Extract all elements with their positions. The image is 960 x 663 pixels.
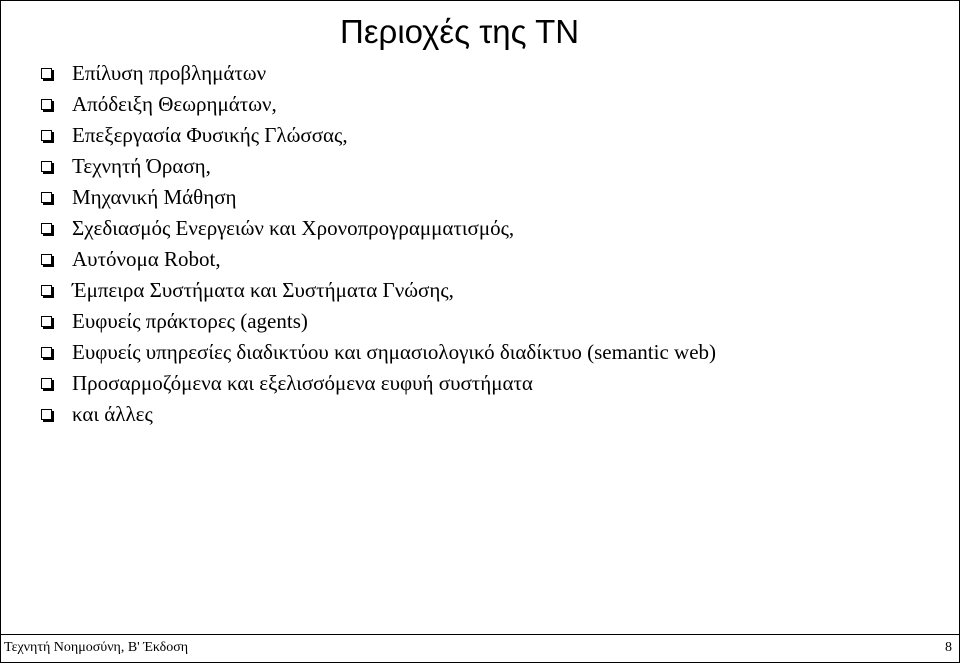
list-item-text: Έμπειρα Συστήματα και Συστήματα Γνώσης, [72, 277, 454, 302]
list-item-text: Προσαρμοζόμενα και εξελισσόμενα ευφυή συστήματα [72, 370, 533, 395]
list-item-text: Αυτόνομα Robot, [72, 246, 221, 271]
list-item-text: Επεξεργασία Φυσικής Γλώσσας, [72, 122, 348, 147]
list-item [40, 119, 716, 150]
checkbox-bullet-icon [41, 378, 52, 389]
list-item [40, 88, 716, 119]
slide-title: Περιοχές της ΤΝ [340, 13, 580, 50]
list-item [40, 274, 716, 305]
checkbox-bullet-icon [41, 161, 52, 172]
list-item [40, 57, 716, 88]
checkbox-bullet-icon [41, 254, 52, 265]
list-item [40, 150, 716, 181]
list-item [40, 212, 716, 243]
checkbox-bullet-icon [41, 316, 52, 327]
list-item-text: Σχεδιασμός Ενεργειών και Χρονοπρογραμματισμός, [72, 215, 515, 240]
list-item [40, 243, 716, 274]
list-item-text: Ευφυείς υπηρεσίες διαδικτύου και σημασιολογικό διαδίκτυο (semantic web) [72, 339, 717, 364]
footer-page-number: 8 [945, 640, 952, 655]
footer-book-title: Τεχνητή Νοημοσύνη, Β' Έκδοση [4, 640, 189, 655]
footer-divider [0, 634, 960, 635]
list-item [40, 181, 716, 212]
list-item-text: Απόδειξη Θεωρημάτων, [72, 91, 277, 116]
list-item [40, 398, 716, 429]
bullet-list [40, 57, 716, 429]
list-item-text: και άλλες [72, 401, 153, 426]
list-item [40, 336, 716, 367]
checkbox-bullet-icon [41, 409, 52, 420]
checkbox-bullet-icon [41, 285, 52, 296]
checkbox-bullet-icon [41, 68, 52, 79]
list-item [40, 367, 716, 398]
checkbox-bullet-icon [41, 192, 52, 203]
list-item-text: Ευφυείς πράκτορες (agents) [72, 308, 308, 333]
list-item-text: Επίλυση προβλημάτων [72, 60, 267, 85]
list-item-text: Μηχανική Μάθηση [72, 184, 237, 209]
list-item [40, 305, 716, 336]
checkbox-bullet-icon [41, 347, 52, 358]
list-item-text: Τεχνητή Όραση, [72, 153, 211, 178]
checkbox-bullet-icon [41, 99, 52, 110]
checkbox-bullet-icon [41, 130, 52, 141]
checkbox-bullet-icon [41, 223, 52, 234]
